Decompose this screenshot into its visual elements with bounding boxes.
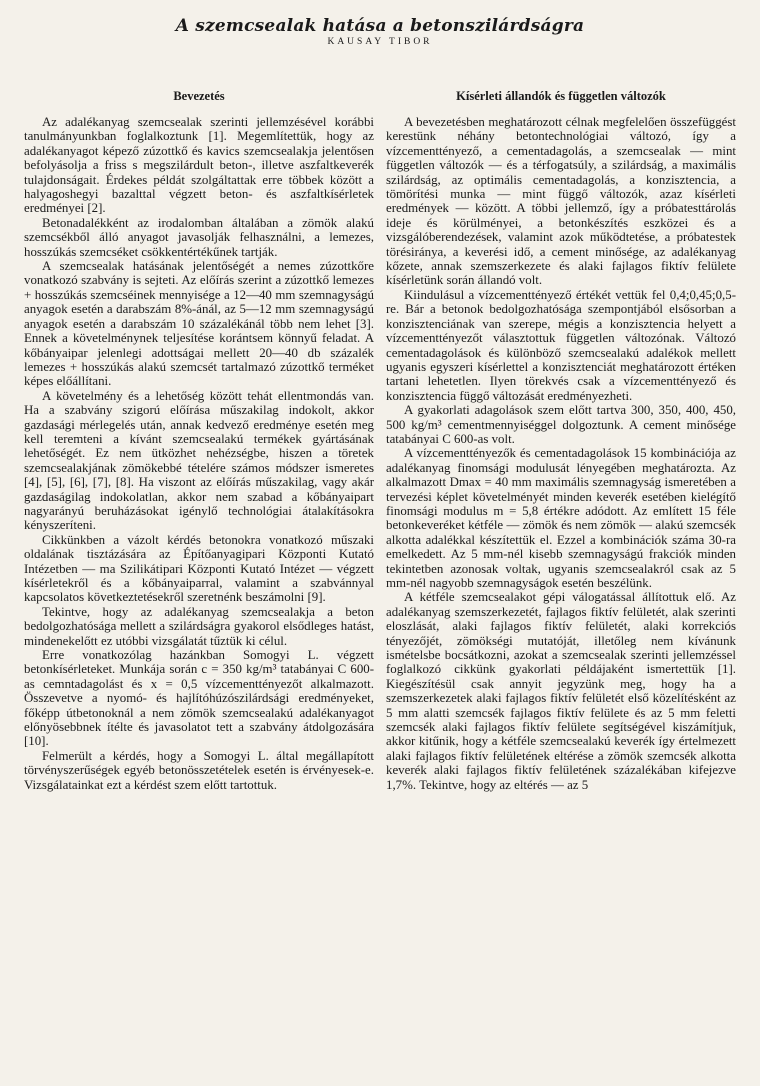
paragraph: Az adalékanyag szemcsealak szerinti jellemzésével korábbi tanulmányunkban foglalkoztunk [1]. Megemlítettük, hogy az adalékanyagot képező zúzottkő és kavics szemcsealakja jelentősen befolyásolja a friss s megszilárdult beton-, illetve aszfaltkeverék tulajdonságait. Érdekes példát szolgáltattak erre többek között a halyagoshegyi bazalttal végzett beton- és aszfaltkísérletek eredményei [2]. (24, 115, 374, 216)
paragraph: Betonadalékként az irodalomban általában a zömök alakú szemcsékből álló anyagot javasolják felhasználni, a lemezes, hosszúkás szemcséket csökkentértékűnek tartják. (24, 215, 374, 259)
paragraph: A szemcsealak hatásának jelentőségét a nemes zúzottkőre vonatkozó szabvány is sejteti. Az előírás szerint a zúzottkő lemezes + hosszúkás szemcséinek mennyisége a 12—40 mm szemnagyságú anyagok esetén a darabszám 8%-ánál, az 5—12 mm szemnagyságú anyagok esetén a darabszám 10 százalékánál több nem lehet [3]. Ennek a követelménynek teljesítése korántsem könnyű feladat. A kőbányaipar jelenlegi adottságai mellett 20—40 db százalék lemezes + hosszúkás alakú szemcsét tartalmazó zúzottkő terméket képes előállítani. (24, 259, 374, 389)
paragraph: Cikkünkben a vázolt kérdés betonokra vonatkozó műszaki oldalának tisztázására az Építőanyagipari Központi Kutató Intézetben — ma Szilikátipari Központi Kutató Intézet — végzett kísérletekről és a kőbányaiparral, valamint a szabvánnyal kapcsolatos következtetésekről szeretnénk beszámolni [9]. (24, 532, 374, 605)
section-heading-experimental: Kísérleti állandók és független változók (456, 89, 666, 103)
left-column (24, 89, 374, 792)
article-body (24, 89, 736, 792)
paragraph: A vízcementtényezők és cementadagolások 15 kombinációja az adalékanyag finomsági modulusát lényegében meghatározta. Az alkalmazott Dmax = 40 mm maximális szemnagyság ismeretében a tervezési képlet követelményét minden keverék esetében kielégítő finomsági modulus m = 5,8 értékre adódott. Az említett 15 féle betonkeveréket kétféle — zömök és nem zömök — alakú szemcsék alkotta adalékkal készítettük el. Ezzel a kombinációk száma 30-ra emelkedett. Az 5 mm-nél kisebb szemnagyságú frakciók minden tekintetben azonosak voltak, ugyanis szemcsealakról csak az 5 mm-nél nagyobb szemnagyságok esetén beszélünk. (386, 446, 736, 590)
paragraph: A kétféle szemcsealakot gépi válogatással állítottuk elő. Az adalékanyag szemszerkezetét, fajlagos fiktív felületét, alak szerinti eloszlását, alaki fajlagos fiktív felületét, alaki korrekciós tényezőjét, zömökségi mutatóját, illetőleg nem kívánunk ismételsbe bocsátkozni, azokat a szemcsealak szerinti jellemzéssel foglalkozó cikkünk gyakorlati példájaként ismertettük [1]. Kiegészítésül csak annyit jegyzünk meg, hogy ha a szemszerkezetek alaki fajlagos fiktív felületét első közelítésként az 5 mm alatti szemcsék fajlagos fiktív felülete és az 5 mm feletti szemcsék alaki fajlagos fiktív felülete segítségével kiszámítjuk, akkor kitűnik, hogy a kétféle szemcsealakú keverék így értelmezett alaki fajlagos fiktív felületének eltérése a zömök szemcsék alkotta keverék alaki fajlagos fiktív felületének százalékában kifejezve 1,7%. Tekintve, hogy az eltérés — az 5 (386, 590, 736, 792)
right-column (386, 89, 736, 792)
article-title: A szemcsealak hatása a betonszilárdságra (175, 16, 585, 36)
paragraph: Kiindulásul a vízcementtényező értékét vettük fel 0,4;0,45;0,5-re. Bár a betonok bedolgozhatósága szempontjából elsősorban a konzisztenciának van szerepe, mégis a konzisztencia helyett a vízcementtényezőt választottuk független változónak. Változó cementadagolások és különböző szemcsealakú adalékok mellett ugyanis egyszeri kísérlettel a konzisztenciát meghatározott értéken tartani lehetetlen. Ilyen törekvés csak a vízcementtényező és konzisztencia függő változását eredményezheti. (386, 287, 736, 403)
paragraph: A gyakorlati adagolások szem előtt tartva 300, 350, 400, 450, 500 kg/m³ cementmennyiséggel dolgoztunk. A cement minősége tatabányai C 600-as volt. (386, 403, 736, 446)
paragraph: A bevezetésben meghatározott célnak megfelelően összefüggést kerestünk néhány betontechnológiai változó, így a vízcementtényező, a cementadagolás, a szemcsealak — mint független változók — és a térfogatsúly, a szilárdság, a maximális szilárdság, az optimális cementadagolás, a konzisztencia, a tömörítési munka — mint függő változók, azaz kísérleti eredmények — között. A többi jellemző, így a próbatesttárolás ideje és körülményei, a betonkészítés eszközei és a vizsgálóberendezések, valamint azok működtetése, a próbatestek törésiránya, a keverési idő, a cement minősége, az adalékanyag kőzete, annak szemszerkezete és alaki fajlagos fiktív felülete kísérletünk során állandó volt. (386, 115, 736, 288)
section-heading-introduction: Bevezetés (173, 89, 225, 103)
paragraph: A követelmény és a lehetőség között tehát ellentmondás van. Ha a szabvány szigorú előírása műszakilag indokolt, akkor gazdasági mérlegelés után, annak kedvező eredménye esetén meg kell teremteni a kívánt szemcsealakú termékek gyártásának lehetőségét. Ez nem ütközhet nehézségbe, hiszen a töretek szemcsealakjának zömökebbé tételére számos módszer ismeretes [4], [5], [6], [7], [8]. Ha viszont az előírás műszakilag, vagy akár gazdaságilag indokolatlan, akkor nem szabad a kőbányaipart nagyarányú beruházásokat igénylő technológiai átalakításokra kényszeríteni. (24, 388, 374, 533)
paragraph: Erre vonatkozólag hazánkban Somogyi L. végzett betonkísérleteket. Munkája során c = 350 kg/m³ tatabányai C 600-as cemntadagolást és x = 0,5 vízcementtényezőt alkalmazott. Összevetve a nyomó- és hajlítóhúzószilárdsági eredményeket, főképp útbetonoknál a nem zömök szemcsealakú adalékanyagot előnyösebbnek ítélte és javasolatot tett a szabvány átdolgozására [10]. (24, 648, 374, 749)
paragraph: Felmerült a kérdés, hogy a Somogyi L. által megállapított törvényszerűségek egyéb betonösszetételek esetén is érvényesek-e. Vizsgálatainkat ezt a kérdést szem előtt tartottuk. (24, 748, 374, 792)
paragraph: Tekintve, hogy az adalékanyag szemcsealakja a beton bedolgozhatósága mellett a szilárdságra gyakorol elsődleges hatást, mindenekelőtt ez utóbbi vizsgálatát tűztük ki célul. (24, 604, 374, 648)
article-author: KAUSAY TIBOR (327, 37, 433, 47)
